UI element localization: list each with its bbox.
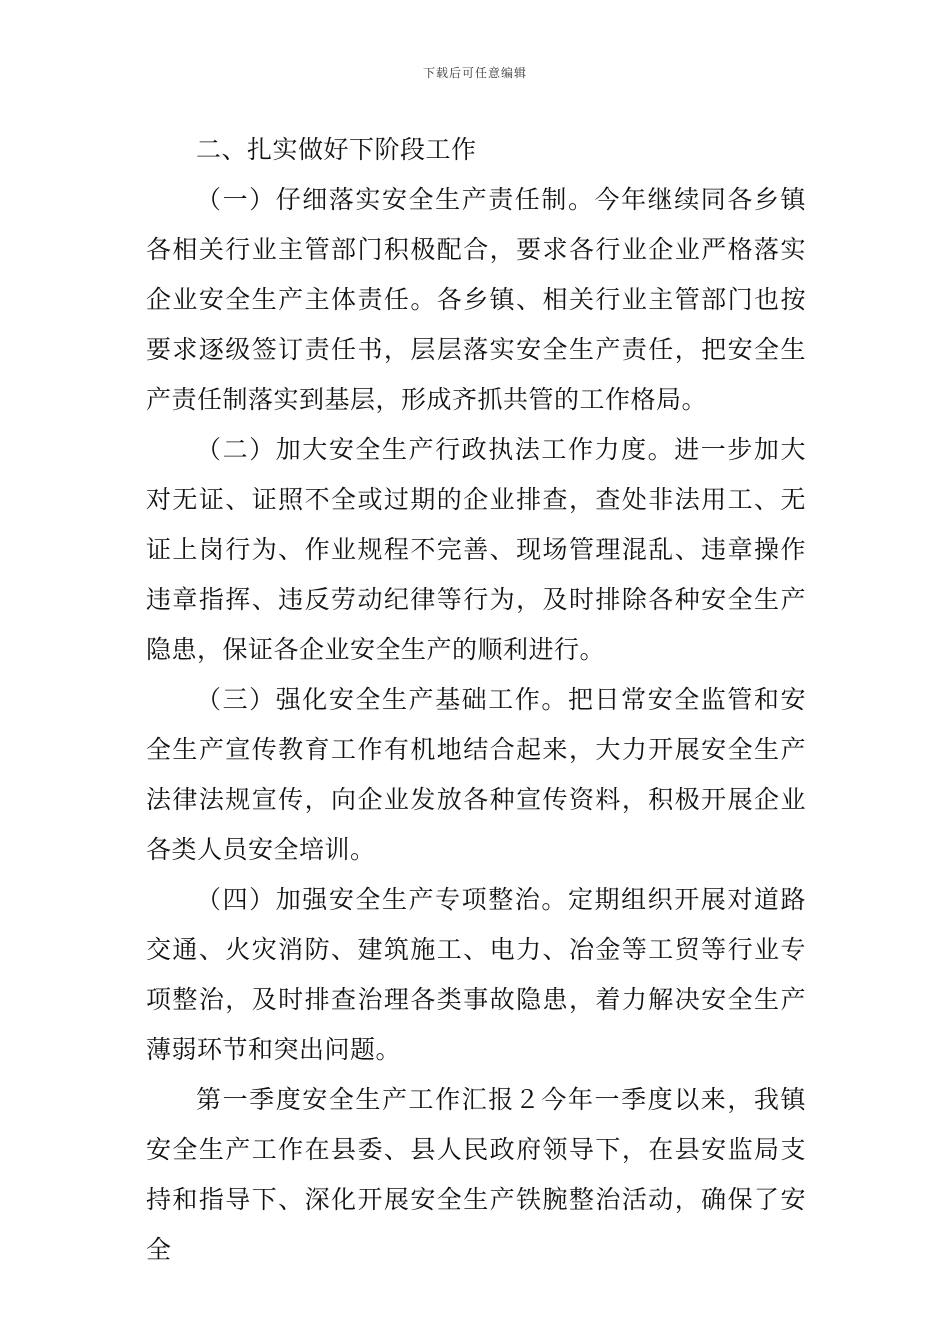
document-body [146, 125, 806, 1275]
paragraph-quarter-report: 第一季度安全生产工作汇报２今年一季度以来，我镇安全生产工作在县委、县人民政府领导下，在县安监局支持和指导下、深化开展安全生产铁腕整治活动，确保了安全 [146, 1085, 806, 1264]
paragraph-enforcement: （二）加大安全生产行政执法工作力度。进一步加大对无证、证照不全或过期的企业排查，查处非法用工、无证上岗行为、作业规程不完善、现场管理混乱、违章操作违章指挥、违反劳动纪律等行为，及时排除各种安全生产隐患，保证各企业安全生产的顺利进行。 [146, 435, 806, 664]
paragraph-special-rectification: （四）加强安全生产专项整治。定期组织开展对道路交通、火灾消防、建筑施工、电力、冶金等工贸等行业专项整治，及时排查治理各类事故隐患，着力解决安全生产薄弱环节和突出问题。 [146, 885, 806, 1064]
header-note: 下载后可任意编辑 [422, 66, 527, 80]
paragraph-responsibility: （一）仔细落实安全生产责任制。今年继续同各乡镇各相关行业主管部门积极配合，要求各行业企业严格落实企业安全生产主体责任。各乡镇、相关行业主管部门也按要求逐级签订责任书，层层落实安全生产责任，把安全生产责任制落实到基层，形成齐抓共管的工作格局。 [146, 185, 806, 414]
section-heading: 二、扎实做好下阶段工作 [196, 135, 477, 164]
paragraph-foundation: （三）强化安全生产基础工作。把日常安全监管和安全生产宣传教育工作有机地结合起来，大力开展安全生产法律法规宣传，向企业发放各种宣传资料，积极开展企业各类人员安全培训。 [146, 685, 806, 864]
